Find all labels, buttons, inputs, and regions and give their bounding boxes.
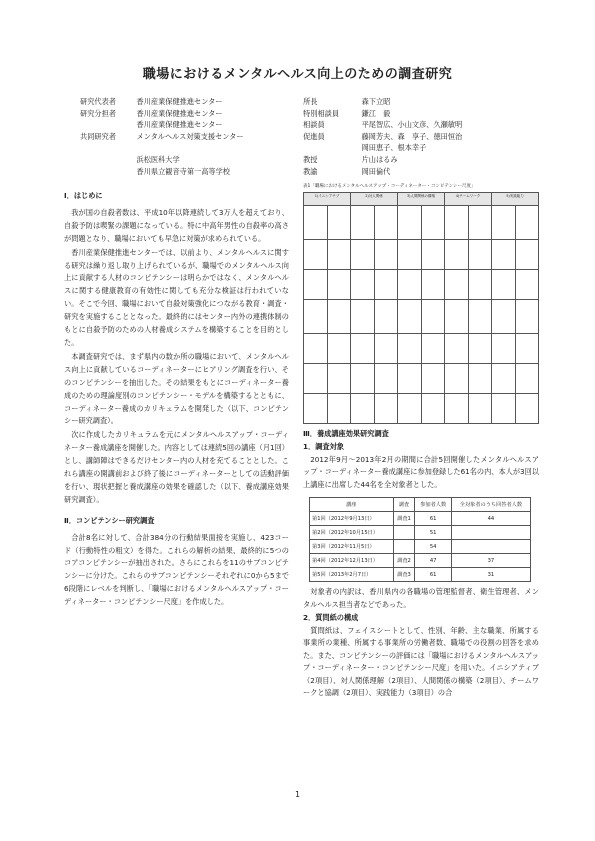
scale-cell: [327, 240, 351, 270]
scale-cell: [374, 270, 398, 300]
scale-cell: [468, 364, 492, 394]
author-organization: 香川産業保健推進センター: [136, 120, 223, 130]
scale-row: [304, 240, 539, 270]
attendance-cell: 44: [451, 512, 530, 526]
section-heading-effect: Ⅲ．養成講座効果研究調査: [303, 429, 389, 438]
scale-cell: [421, 240, 445, 270]
attendance-header-row: [310, 498, 531, 512]
scale-cell: [421, 270, 445, 300]
scale-cell: [327, 300, 351, 334]
attendance-row: [310, 568, 531, 582]
scale-cell: [374, 240, 398, 270]
scale-cell: [515, 206, 539, 240]
scale-cell: [351, 364, 375, 394]
author-position: 教授: [303, 154, 318, 164]
scale-cell: [421, 206, 445, 240]
section-heading-competency: Ⅱ．コンピテンシー研究調査: [64, 515, 155, 525]
author-row: [80, 108, 550, 120]
scale-cell: [304, 270, 328, 300]
author-row: [80, 154, 550, 166]
attendance-cell: [451, 540, 530, 554]
attendance-cell: 第1回（2012年9月13日）: [310, 512, 394, 526]
attendance-header-cell: 参加者人数: [415, 498, 451, 512]
author-list: [80, 96, 550, 177]
scale-cell: [492, 206, 516, 240]
scale-cell: [445, 364, 469, 394]
intro-paragraph: 香川産業保健推進センターでは、以前より、メンタルヘルスに関する研究は繰り返し取り上げられているが、職場でのメンタルヘルス向上に貢献する人材のコンピテンシーは明らかではなく、メンタルヘルスに関する健康教育の有効性に関しても充分な検証は行われていない。そこで今回、職場において自殺対策強化につながる教育・調査・研究を実施することとなった。最終的にはセンター内外の連携体制のもとに自殺予防のための人材養成システムを構築することを目的とした。: [64, 247, 289, 347]
right-column: [303, 183, 539, 699]
author-names: 岡田恵子、根本幸子: [361, 143, 427, 153]
scale-header-cell: 1)イニシアチブ: [304, 193, 351, 206]
scale-cell: [351, 334, 375, 364]
scale-cell: [468, 240, 492, 270]
scale-row: [304, 334, 539, 364]
scale-cell: [468, 300, 492, 334]
author-position: 所長: [303, 97, 318, 106]
scale-cell: [304, 394, 328, 424]
attendance-cell: 51: [415, 526, 451, 540]
scale-cell: [468, 270, 492, 300]
attendance-cell: [451, 526, 530, 540]
scale-cell: [398, 394, 422, 424]
author-organization: 香川県立観音寺第一高等学校: [136, 166, 230, 176]
author-row: [80, 131, 550, 143]
author-row: [80, 96, 550, 108]
scale-cell: [515, 364, 539, 394]
author-role: [80, 154, 137, 166]
left-column: [64, 190, 289, 610]
scale-cell: [374, 300, 398, 334]
attendance-cell: 61: [415, 568, 451, 582]
scale-cell: [304, 334, 328, 364]
scale-cell: [515, 300, 539, 334]
intro-paragraph: 我が国の自殺者数は、平成10年以降連続して3万人を超えており、自殺予防は喫緊の課題になっている。特に中高年男性の自殺率の高さが問題となり、職場においても早急に対策が求められている。: [64, 207, 289, 243]
author-position: [303, 142, 362, 154]
author-names: 片山はるみ: [361, 154, 398, 164]
attendance-cell: 54: [415, 540, 451, 554]
scale-cell: [445, 394, 469, 424]
scale-cell: [515, 270, 539, 300]
scale-row: [304, 206, 539, 240]
attendance-cell: 第2回（2012年10月15日）: [310, 526, 394, 540]
scale-cell: [374, 394, 398, 424]
attendance-cell: 第3回（2012年11月5日）: [310, 540, 394, 554]
attendance-row: [310, 526, 531, 540]
scale-cell: [421, 334, 445, 364]
scale-cell: [327, 394, 351, 424]
scale-cell: [515, 394, 539, 424]
author-organization: 浜松医科大学: [136, 154, 180, 164]
scale-cell: [515, 240, 539, 270]
scale-cell: [445, 270, 469, 300]
scale-cell: [374, 334, 398, 364]
author-role: 共同研究者: [80, 131, 116, 141]
author-organization: 香川産業保健推進センター: [136, 97, 223, 106]
author-position: 特別相談員: [303, 108, 340, 118]
scale-cell: [304, 364, 328, 394]
scale-cell: [492, 270, 516, 300]
scale-header-cell: 3)人間関係の構築: [398, 193, 445, 206]
scale-cell: [445, 240, 469, 270]
attendance-cell: 調査1: [393, 512, 415, 526]
scale-cell: [327, 270, 351, 300]
scale-cell: [398, 206, 422, 240]
author-names: 藤岡芳夫、森 享子、徳田恒治: [361, 131, 463, 141]
scale-cell: [398, 240, 422, 270]
author-row: [80, 142, 550, 154]
scale-cell: [515, 334, 539, 364]
scale-cell: [492, 334, 516, 364]
attendance-cell: [393, 540, 415, 554]
competency-scale-table: [303, 192, 539, 424]
attendance-cell: 調査3: [393, 568, 415, 582]
author-row: [80, 166, 550, 178]
scale-row: [304, 364, 539, 394]
scale-cell: [327, 364, 351, 394]
scale-cell: [398, 364, 422, 394]
author-role: 研究代表者: [80, 97, 116, 106]
scale-cell: [374, 364, 398, 394]
scale-cell: [468, 206, 492, 240]
subjects-breakdown-paragraph: 対象者の内訳は、香川県内の各職場の管理監督者、衛生管理者、メンタルヘルス担当者などであった。: [303, 587, 539, 609]
attendance-cell: 第5回（2013年2月7日）: [310, 568, 394, 582]
attendance-cell: 61: [415, 512, 451, 526]
scale-cell: [327, 334, 351, 364]
scale-cell: [445, 334, 469, 364]
author-position: 促進員: [303, 131, 325, 141]
scale-cell: [398, 334, 422, 364]
subjects-paragraph: 2012年9月～2013年2月の期間に合計5回開催したメンタルヘルスアップ・コーディネーター養成講座に参加登録した61名の内、本人が3回以上講座に出席した44名を全対象者とした。: [303, 455, 539, 489]
scale-cell: [492, 364, 516, 394]
scale-cell: [398, 270, 422, 300]
attendance-cell: 47: [415, 554, 451, 568]
scale-cell: [374, 206, 398, 240]
paper-title: 職場におけるメンタルヘルス向上のための調査研究: [142, 67, 453, 82]
scale-cell: [351, 394, 375, 424]
scale-cell: [398, 300, 422, 334]
attendance-cell: 31: [451, 568, 530, 582]
scale-row: [304, 300, 539, 334]
author-role: [80, 166, 137, 178]
attendance-header-cell: 全対象者のうち回答者人数: [451, 498, 530, 512]
author-organization: 香川産業保健推進センター: [136, 108, 223, 118]
scale-cell: [327, 206, 351, 240]
author-names: 森下立昭: [361, 97, 391, 106]
author-organization: [137, 142, 304, 154]
scale-cell: [304, 300, 328, 334]
page-number: 1: [294, 790, 301, 799]
attendance-cell: 第4回（2012年12月13日）: [310, 554, 394, 568]
scale-cell: [351, 300, 375, 334]
attendance-row: [310, 540, 531, 554]
scale-cell: [351, 240, 375, 270]
scale-cell: [492, 300, 516, 334]
figure-caption: 表1「職場におけるメンタルヘルスアップ・コーディネーター・コンピテンシー尺度」: [303, 184, 476, 189]
competency-paragraph: 合計8名に対して、合計384分の行動結果面接を実施し、423コード（行動特性の粗文）を得た。これらの解析の結果、最終的に5つのコアコンピテンシーが抽出された。さらにこれらを11のサブコンピテンシーに分けた。これらのサブコンピテンシーそれぞれに0から5まで6段階にレベルを判断し、「職場におけるメンタルヘルスアップ・コーディネーター・コンピテンシー尺度」を作成した。: [64, 532, 289, 607]
author-row: [80, 119, 550, 131]
author-position: 教諭: [303, 166, 318, 176]
attendance-row: [310, 512, 531, 526]
attendance-cell: [393, 526, 415, 540]
scale-cell: [468, 394, 492, 424]
scale-cell: [421, 364, 445, 394]
scale-cell: [351, 270, 375, 300]
author-role: [80, 119, 137, 131]
subsection-heading-questionnaire: 2．質問紙の構成: [303, 613, 359, 623]
section-heading-intro: Ⅰ．はじめに: [64, 191, 103, 200]
author-role: [80, 142, 137, 154]
author-position: 相談員: [303, 120, 325, 130]
scale-cell: [445, 300, 469, 334]
author-role: 研究分担者: [80, 108, 116, 118]
scale-cell: [468, 334, 492, 364]
scale-row: [304, 394, 539, 424]
scale-cell: [492, 394, 516, 424]
scale-cell: [445, 206, 469, 240]
scale-header-cell: 2)対人関係: [351, 193, 398, 206]
author-names: 岡田倫代: [361, 166, 391, 176]
subsection-heading-subjects: 1．調査対象: [303, 442, 344, 451]
intro-paragraph: 次に作成したカリキュラムを元にメンタルヘルスアップ・コーディネーター養成講座を開催した。内容としては連続5回の講座（月1回）とし、講師陣はできるだけセンター内の人材を充てることとした。これら講座の開講前および終了後にコーディネーターとしての活動評価を行い、現状把握と養成講座の効果を確認した（以下、養成講座効果研究調査）。: [64, 430, 289, 504]
attendance-cell: 調査2: [393, 554, 415, 568]
scale-cell: [421, 300, 445, 334]
author-names: 平尾智広、小山文彦、久瀬敏明: [361, 120, 463, 130]
attendance-header-cell: 調査: [393, 498, 415, 512]
questionnaire-paragraph: 質問紙は、フェイスシートとして、性別、年齢、主な職業、所属する事業所の業種、所属する事業所の労働者数、職場での役割の回答を求めた。また、コンピテンシーの評価には「職場におけるメンタルヘルスアップ・コーディネーター・コンピテンシー尺度」を用いた。イニシアティブ（2項目）、対人関係理解（2項目）、人間関係の構築（2項目）、チームワークと協調（2項目）、実践能力（3項目）の合: [303, 626, 539, 698]
scale-cell: [304, 240, 328, 270]
scale-cell: [421, 394, 445, 424]
scale-header-row: [304, 193, 539, 206]
scale-cell: [351, 206, 375, 240]
competency-paragraphs: [64, 532, 289, 609]
intro-paragraphs: [64, 207, 289, 507]
author-names: 鎌江 毅: [361, 108, 391, 118]
scale-header-cell: 4)チームワーク: [445, 193, 492, 206]
intro-paragraph: 本調査研究では、まず県内の数か所の職場において、メンタルヘルス向上に貢献しているコーディネーターにヒアリング調査を行い、そのコンピテンシーを抽出した。その結果をもとにコーディネーター養成のための理論度別のコンピテンシー・モデルを構築するとともに、コーディネーター養成のカリキュラムを開発した（以下、コンピテンシー研究調査）。: [64, 351, 289, 426]
scale-row: [304, 270, 539, 300]
scale-cell: [492, 240, 516, 270]
attendance-row: [310, 554, 531, 568]
scale-cell: [304, 206, 328, 240]
author-organization: メンタルヘルス対策支援センター: [136, 131, 244, 141]
attendance-header-cell: 講座: [310, 498, 394, 512]
attendance-table: [309, 497, 531, 582]
attendance-cell: 37: [451, 554, 530, 568]
scale-header-cell: 5)実践能力: [492, 193, 539, 206]
